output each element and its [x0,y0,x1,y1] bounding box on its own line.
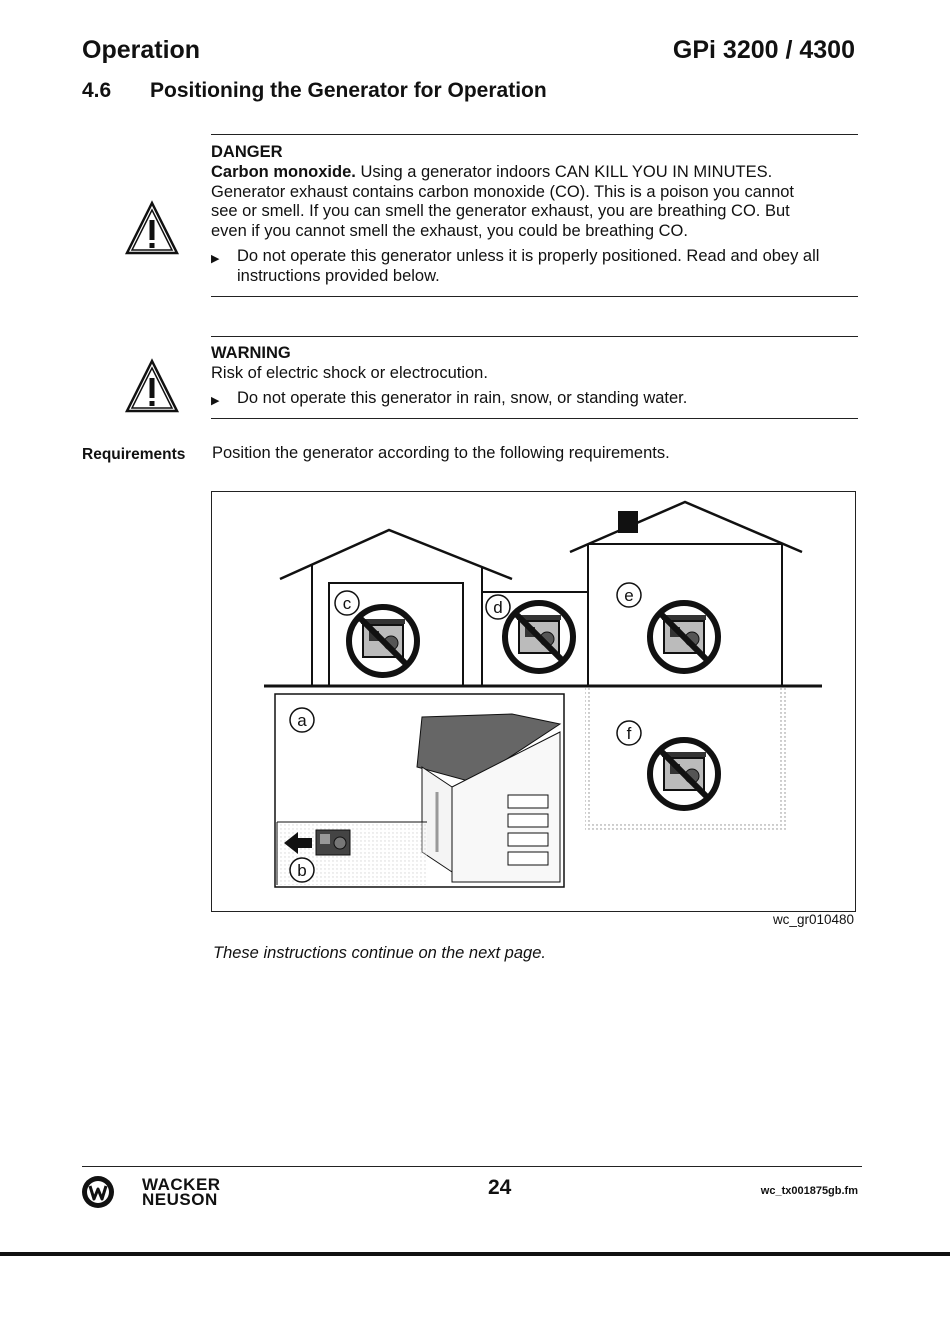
danger-bullet-line-1: Do not operate this generator unless it is properly positioned. Read and obey all [237,247,820,265]
scan-bottom-band [0,1252,950,1256]
svg-text:e: e [624,586,634,605]
danger-bullet [211,247,861,286]
requirements-label: Requirements [82,446,186,463]
svg-text:d: d [493,598,503,617]
brand-line-2: NEUSON [142,1190,218,1209]
continue-note: These instructions continue on the next page. [213,944,546,962]
warning-triangle-icon [124,358,180,414]
danger-top-rule [211,134,858,135]
page-number: 24 [488,1176,512,1199]
warning-text: Risk of electric shock or electrocution. [211,364,488,382]
danger-line-1: Using a generator indoors CAN KILL YOU IN MINUTES. [360,163,773,181]
danger-heading: DANGER [211,143,283,161]
no-generator-house-icon [650,603,718,671]
svg-text:f: f [626,724,632,743]
danger-warning-icon [124,200,180,256]
no-generator-garage-icon [349,607,417,675]
section-title: Positioning the Generator for Operation [150,79,547,102]
wacker-neuson-logo-icon [80,1174,116,1210]
brand-line-1: WACKER [142,1175,221,1194]
bullet-arrow-icon: ▶ [211,395,220,407]
generator-placement-figure [211,491,856,912]
danger-line-2: Generator exhaust contains carbon monoxide (CO). This is a poison you cannot [211,182,795,201]
warning-bullet-text: Do not operate this generator in rain, snow, or standing water. [237,389,688,407]
label-c [335,591,359,615]
no-generator-basement-icon [650,740,718,808]
danger-text [211,163,861,286]
placement-illustration [212,492,855,911]
file-id: wc_tx001875gb.fm [760,1185,858,1197]
label-f [617,721,641,745]
chapter-title: Operation [82,36,201,64]
danger-line-4: even if you cannot smell the exhaust, you could be breathing CO. [211,221,688,240]
label-a [290,708,314,732]
label-e [617,583,641,607]
figure-id: wc_gr010480 [772,912,854,927]
danger-bullet-line-2: instructions provided below. [237,266,440,285]
danger-bottom-rule [211,296,858,297]
label-d [486,595,510,619]
outdoor-generator-icon [316,830,350,855]
danger-lead: Carbon monoxide. [211,163,356,181]
svg-text:c: c [342,594,352,613]
warning-bullet [211,389,687,412]
svg-text:a: a [297,711,307,730]
footer-rule [82,1166,862,1167]
warning-bottom-rule [211,418,858,419]
no-generator-breezeway-icon [505,603,573,671]
section-number: 4.6 [82,79,112,102]
warning-heading: WARNING [211,344,291,362]
svg-text:b: b [297,861,307,880]
brand-name [142,1177,221,1207]
product-model: GPi 3200 / 4300 [672,36,855,64]
warning-top-rule [211,336,858,337]
requirements-text: Position the generator according to the following requirements. [212,444,670,462]
label-b [290,858,314,882]
danger-line-3: see or smell. If you can smell the generator exhaust, you are breathing CO. But [211,202,790,220]
bullet-arrow-icon: ▶ [211,253,220,265]
